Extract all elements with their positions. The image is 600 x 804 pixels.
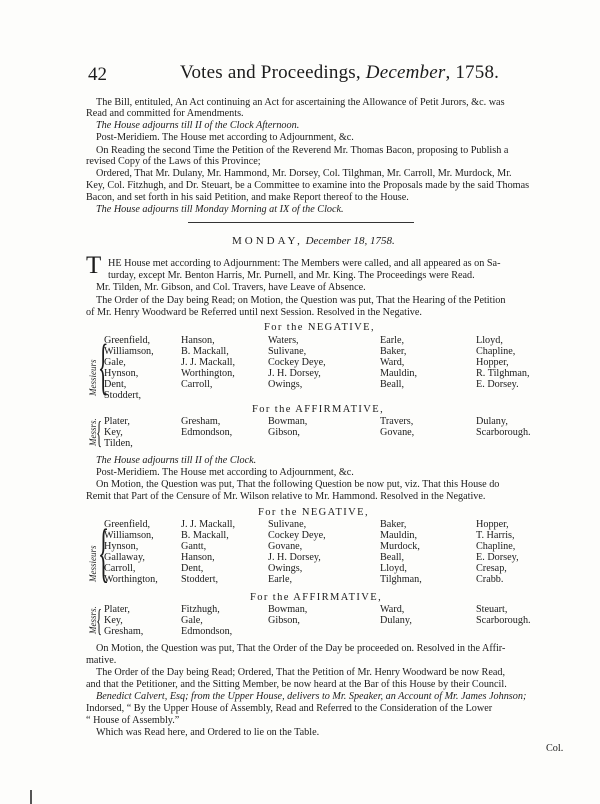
intro-line-4: Post-Meridiem. The House met according to Adjournment, &c. xyxy=(96,132,354,143)
vote2-negative-heading: For the NEGATIVE, xyxy=(258,507,369,518)
intro-line-6: revised Copy of the Laws of this Province; xyxy=(86,156,261,167)
intro-line-2: Read and committed for Amendments. xyxy=(86,108,244,119)
intro-line-3: The House adjourns till II of the Clock Afternoon. xyxy=(96,120,300,131)
member-name: Tilden, xyxy=(104,438,133,449)
member-name: Tilghman, xyxy=(380,574,422,585)
member-name: Gresham, xyxy=(104,626,144,637)
member-name: Cresap, xyxy=(476,563,507,574)
closing-line-7: “ House of Assembly.” xyxy=(86,715,180,726)
member-name: Gantt, xyxy=(181,541,207,552)
member-name: Scarborough. xyxy=(476,427,531,438)
member-name: Sulivane, xyxy=(268,346,307,357)
member-name: Carroll, xyxy=(104,563,136,574)
intro-line-8: Key, Col. Fitzhugh, and Dr. Steuart, be a Committee to examine into the Proposals made by the said Thomas xyxy=(86,180,530,191)
member-name: Steuart, xyxy=(476,604,508,615)
page-title: Votes and Proceedings, December, 1758. xyxy=(180,62,500,83)
member-name: Beall, xyxy=(380,552,405,563)
closing-line-8: Which was Read here, and Ordered to lie on the Table. xyxy=(96,727,320,738)
member-name: Hopper, xyxy=(476,519,509,530)
member-name: Earle, xyxy=(380,335,405,346)
member-name: Govane, xyxy=(268,541,303,552)
member-name: Hynson, xyxy=(104,541,139,552)
member-name: Bowman, xyxy=(268,416,308,427)
member-name: Mauldin, xyxy=(380,530,418,541)
intro-line-5: On Reading the second Time the Petition of the Reverend Mr. Thomas Bacon, proposing to Publish a xyxy=(96,145,509,156)
section-divider xyxy=(188,222,414,223)
member-name: Beall, xyxy=(380,379,405,390)
vote1-affirmative-heading: For the AFFIRMATIVE, xyxy=(252,404,385,415)
mid-line-2: Post-Meridiem. The House met according to Adjournment, &c. xyxy=(96,467,354,478)
member-name: Edmondson, xyxy=(181,427,233,438)
member-name: Baker, xyxy=(380,519,407,530)
monday-heading: MONDAY, December 18, 1758. xyxy=(232,235,395,247)
member-name: Gale, xyxy=(104,357,126,368)
member-name: Carroll, xyxy=(181,379,213,390)
brace: { xyxy=(96,602,103,638)
member-name: R. Tilghman, xyxy=(476,368,530,379)
member-name: Waters, xyxy=(268,335,299,346)
vote1-negative-heading: For the NEGATIVE, xyxy=(264,322,375,333)
intro-line-10: The House adjourns till Monday Morning at IX of the Clock. xyxy=(96,204,344,215)
brace: { xyxy=(98,516,110,589)
member-name: Plater, xyxy=(104,416,130,427)
member-name: Ward, xyxy=(380,604,405,615)
member-name: Sulivane, xyxy=(268,519,307,530)
member-name: Gale, xyxy=(181,615,203,626)
member-name: Edmondson, xyxy=(181,626,233,637)
member-name: Worthington, xyxy=(104,574,158,585)
member-name: Williamson, xyxy=(104,530,154,541)
member-name: Cockey Deye, xyxy=(268,530,326,541)
member-name: J. H. Dorsey, xyxy=(268,552,321,563)
member-name: Owings, xyxy=(268,563,303,574)
member-name: Fitzhugh, xyxy=(181,604,220,615)
member-name: Key, xyxy=(104,427,123,438)
member-name: B. Mackall, xyxy=(181,346,229,357)
member-name: Chapline, xyxy=(476,541,516,552)
member-name: Hopper, xyxy=(476,357,509,368)
member-name: Cockey Deye, xyxy=(268,357,326,368)
member-name: Hanson, xyxy=(181,335,215,346)
closing-line-5: Benedict Calvert, Esq; from the Upper House, delivers to Mr. Speaker, an Account of Mr. James Johnson; xyxy=(96,691,527,702)
member-name: Owings, xyxy=(268,379,303,390)
member-name: Mauldin, xyxy=(380,368,418,379)
member-name: Murdock, xyxy=(380,541,420,552)
member-name: Greenfield, xyxy=(104,335,151,346)
member-name: Greenfield, xyxy=(104,519,151,530)
vote2-affirmative-heading: For the AFFIRMATIVE, xyxy=(250,592,383,603)
member-name: Lloyd, xyxy=(380,563,407,574)
member-name: Hanson, xyxy=(181,552,215,563)
member-name: Stoddert, xyxy=(181,574,219,585)
intro-line-1: The Bill, entituled, An Act continuing an Act for ascertaining the Allowance of Petit Jurors, &c. was xyxy=(96,97,505,108)
member-name: Crabb. xyxy=(476,574,504,585)
drop-cap: T xyxy=(86,252,102,279)
member-name: Bowman, xyxy=(268,604,308,615)
catchword: Col. xyxy=(546,743,564,754)
monday-line-4: The Order of the Day being Read; on Motion, the Question was put, That the Hearing of the Petition xyxy=(96,295,506,306)
member-name: Worthington, xyxy=(181,368,235,379)
closing-line-3: The Order of the Day being Read; Ordered, That the Petition of Mr. Henry Woodward be now Read, xyxy=(96,667,506,678)
brace: { xyxy=(96,414,103,450)
page-edge-mark xyxy=(30,790,32,804)
page-number: 42 xyxy=(88,64,107,85)
mid-line-3: On Motion, the Question was put, That the following Question be now put, viz. That this House do xyxy=(96,479,500,490)
member-name: Baker, xyxy=(380,346,407,357)
member-name: Gresham, xyxy=(181,416,221,427)
member-name: Williamson, xyxy=(104,346,154,357)
mid-line-1: The House adjourns till II of the Clock. xyxy=(96,455,257,466)
member-name: Gibson, xyxy=(268,615,300,626)
member-name: Ward, xyxy=(380,357,405,368)
brace: { xyxy=(98,333,109,401)
closing-line-6: Indorsed, “ By the Upper House of Assembly, Read and Referred to the Consideration of the Lower xyxy=(86,703,493,714)
member-name: Chapline, xyxy=(476,346,516,357)
vote2-affirmative-label: Messrs. xyxy=(88,606,98,634)
member-name: E. Dorsey. xyxy=(476,379,519,390)
member-name: Dulany, xyxy=(380,615,412,626)
member-name: T. Harris, xyxy=(476,530,515,541)
member-name: Plater, xyxy=(104,604,130,615)
member-name: Key, xyxy=(104,615,123,626)
member-name: Hynson, xyxy=(104,368,139,379)
member-name: Lloyd, xyxy=(476,335,503,346)
mid-line-4: Remit that Part of the Censure of Mr. Wilson relative to Mr. Hammond. Resolved in the Negative. xyxy=(86,491,486,502)
member-name: Gallaway, xyxy=(104,552,145,563)
member-name: Scarborough. xyxy=(476,615,531,626)
member-name: Gibson, xyxy=(268,427,300,438)
vote1-affirmative-label: Messrs. xyxy=(88,418,98,446)
vote2-negative-label: Messieurs xyxy=(88,545,98,582)
intro-line-7: Ordered, That Mr. Dulany, Mr. Hammond, Mr. Dorsey, Col. Tilghman, Mr. Carroll, Mr. Murdock, Mr. xyxy=(96,168,512,179)
member-name: J. H. Dorsey, xyxy=(268,368,321,379)
closing-line-2: mative. xyxy=(86,655,117,666)
member-name: Dent, xyxy=(181,563,204,574)
member-name: J. J. Mackall, xyxy=(181,519,236,530)
member-name: Stoddert, xyxy=(104,390,142,401)
member-name: B. Mackall, xyxy=(181,530,229,541)
monday-line-5: of Mr. Henry Woodward be Referred until next Session. Resolved in the Negative. xyxy=(86,307,422,318)
member-name: E. Dorsey, xyxy=(476,552,519,563)
monday-line-1: HE House met according to Adjournment: The Members were called, and all appeared as on Sa- xyxy=(108,258,501,269)
member-name: Govane, xyxy=(380,427,415,438)
closing-line-1: On Motion, the Question was put, That the Order of the Day be proceeded on. Resolved in the Affir- xyxy=(96,643,506,654)
intro-line-9: Bacon, and set forth in his said Petition, and make Report thereof to the House. xyxy=(86,192,409,203)
closing-line-4: and that the Petitioner, and the Sitting Member, be now heard at the Bar of this House by their Council. xyxy=(86,679,507,690)
vote1-negative-label: Messieurs xyxy=(88,359,98,396)
monday-line-2: turday, except Mr. Benton Harris, Mr. Purnell, and Mr. King. The Proceedings were Read. xyxy=(108,270,475,281)
monday-line-3: Mr. Tilden, Mr. Gibson, and Col. Travers, have Leave of Absence. xyxy=(96,282,366,293)
member-name: Dent, xyxy=(104,379,127,390)
member-name: Dulany, xyxy=(476,416,508,427)
member-name: Earle, xyxy=(268,574,293,585)
member-name: J. J. Mackall, xyxy=(181,357,236,368)
member-name: Travers, xyxy=(380,416,414,427)
